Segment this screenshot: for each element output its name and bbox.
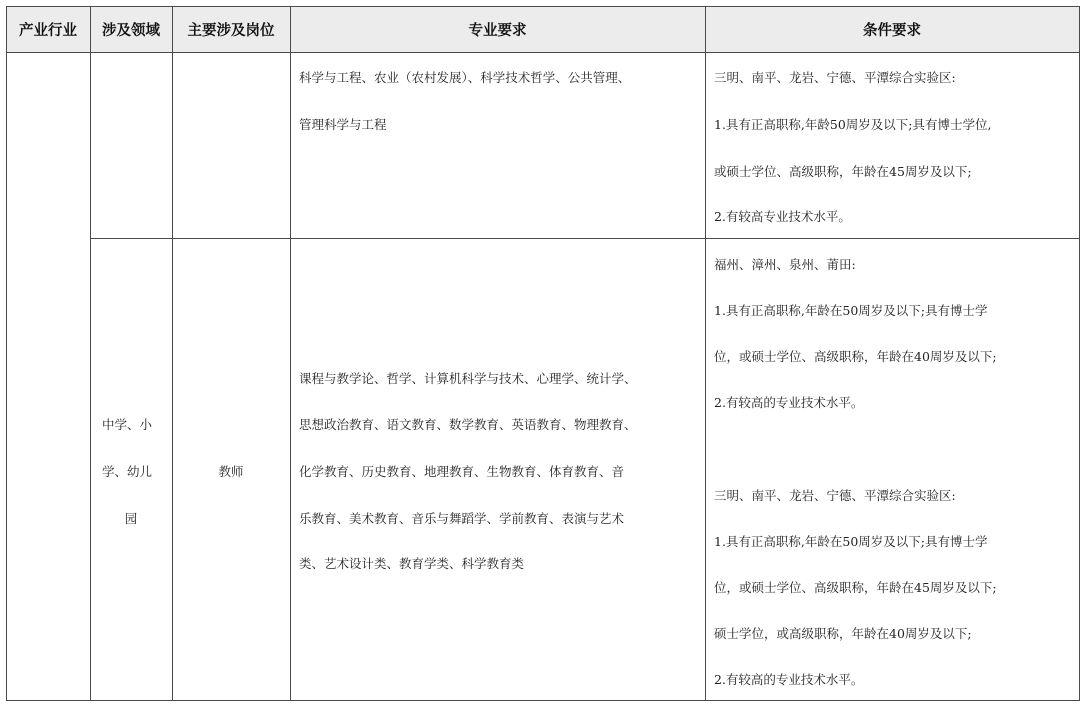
row2-field-cell <box>90 238 172 700</box>
header-conditions: 条件要求 <box>705 6 1079 52</box>
row2-major-cell <box>290 238 705 700</box>
row2-major-line: 化学教育、历史教育、地理教育、生物教育、体育教育、音 <box>299 464 625 479</box>
row1-condition-line: 或硕士学位、高级职称，年龄在45周岁及以下; <box>714 164 972 179</box>
row2-condition-line: 硕士学位，或高级职称，年龄在40周岁及以下; <box>714 626 972 641</box>
row2-condition-line: 1.具有正高职称,年龄在50周岁及以下;具有博士学 <box>714 534 988 549</box>
row2-field-line: 中学、小 <box>102 417 153 432</box>
row2-condition-line: 1.具有正高职称,年龄在50周岁及以下;具有博士学 <box>714 303 988 318</box>
row2-condition-line: 三明、南平、龙岩、宁德、平潭综合实验区: <box>714 488 956 503</box>
row2-major-line: 乐教育、美术教育、音乐与舞蹈学、学前教育、表演与艺术 <box>299 511 625 526</box>
header-field: 涉及领域 <box>90 6 172 52</box>
header-industry: 产业行业 <box>6 6 90 52</box>
row1-condition-line: 三明、南平、龙岩、宁德、平潭综合实验区: <box>714 70 956 85</box>
row1-major-line: 管理科学与工程 <box>299 117 387 132</box>
row1-major-cell <box>290 52 705 238</box>
grid-left <box>6 6 7 701</box>
grid-top <box>6 6 1079 7</box>
header-major: 专业要求 <box>290 6 705 52</box>
row2-condition-line: 位，或硕士学位、高级职称，年龄在40周岁及以下; <box>714 349 997 364</box>
row2-major-line: 类、艺术设计类、教育学类、科学教育类 <box>299 556 525 571</box>
row2-condition-line: 2.有较高的专业技术水平。 <box>714 395 864 410</box>
row2-major-line: 思想政治教育、语文教育、数学教育、英语教育、物理教育、 <box>299 417 637 432</box>
row2-position-cell <box>172 238 290 700</box>
grid-bottom <box>6 700 1079 701</box>
row1-conditions-cell <box>705 52 1079 238</box>
row2-condition-line: 2.有较高的专业技术水平。 <box>714 672 864 687</box>
row2-condition-line: 福州、漳州、泉州、莆田: <box>714 257 856 272</box>
row2-conditions-cell <box>705 238 1079 700</box>
row2-field-line: 园 <box>124 511 138 526</box>
row2-condition-line: 位，或硕士学位、高级职称，年龄在45周岁及以下; <box>714 580 997 595</box>
row1-condition-line: 2.有较高专业技术水平。 <box>714 209 851 224</box>
row2-major-line: 课程与教学论、哲学、计算机科学与技术、心理学、统计学、 <box>299 371 637 386</box>
row1-major-line: 科学与工程、农业（农村发展）、科学技术哲学、公共管理、 <box>299 70 631 85</box>
row1-condition-line: 1.具有正高职称,年龄50周岁及以下;具有博士学位, <box>714 117 992 132</box>
row2-position-text: 教师 <box>218 464 244 479</box>
row2-field-line: 学、幼儿 <box>102 464 153 479</box>
header-position: 主要涉及岗位 <box>172 6 290 52</box>
